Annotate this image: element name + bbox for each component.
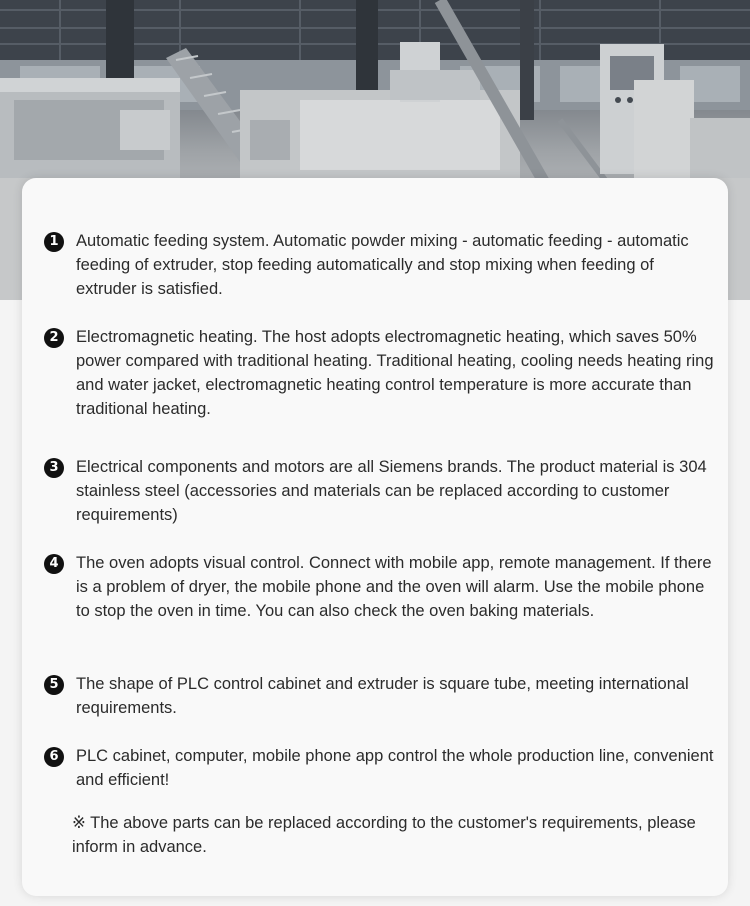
list-item — [44, 744, 714, 792]
number-badge: 5 — [44, 675, 64, 695]
list-item — [44, 325, 714, 421]
list-item — [44, 455, 714, 527]
number-badge: 4 — [44, 554, 64, 574]
item-text: PLC cabinet, computer, mobile phone app control the whole production line, convenient and efficient! — [76, 747, 714, 789]
footnote: ※ The above parts can be replaced according to the customer's requirements, please inform in advance. — [72, 814, 696, 856]
number-badge: 1 — [44, 232, 64, 252]
number-badge: 2 — [44, 328, 64, 348]
item-text: Electromagnetic heating. The host adopts electromagnetic heating, which saves 50% power compared with traditional heating. Traditional heating, cooling needs heating ring and water jacket, electromagnetic heating control temperature is more accurate than traditional heating. — [76, 328, 714, 418]
item-text: The shape of PLC control cabinet and extruder is square tube, meeting international requirements. — [76, 675, 689, 717]
number-badge: 6 — [44, 747, 64, 767]
item-text: The oven adopts visual control. Connect with mobile app, remote management. If there is a problem of dryer, the mobile phone and the oven will alarm. Use the mobile phone to stop the oven in time. You can also check the oven baking materials. — [76, 554, 712, 620]
number-badge: 3 — [44, 458, 64, 478]
list-item — [44, 229, 714, 301]
list-item — [44, 672, 714, 720]
item-text: Electrical components and motors are all Siemens brands. The product material is 304 stainless steel (accessories and materials can be replaced according to customer requirements) — [76, 458, 707, 524]
item-text: Automatic feeding system. Automatic powder mixing - automatic feeding - automatic feeding of extruder, stop feeding automatically and stop mixing when feeding of extruder is satisfied. — [76, 232, 689, 298]
list-item — [44, 551, 714, 623]
features-card — [22, 178, 728, 896]
